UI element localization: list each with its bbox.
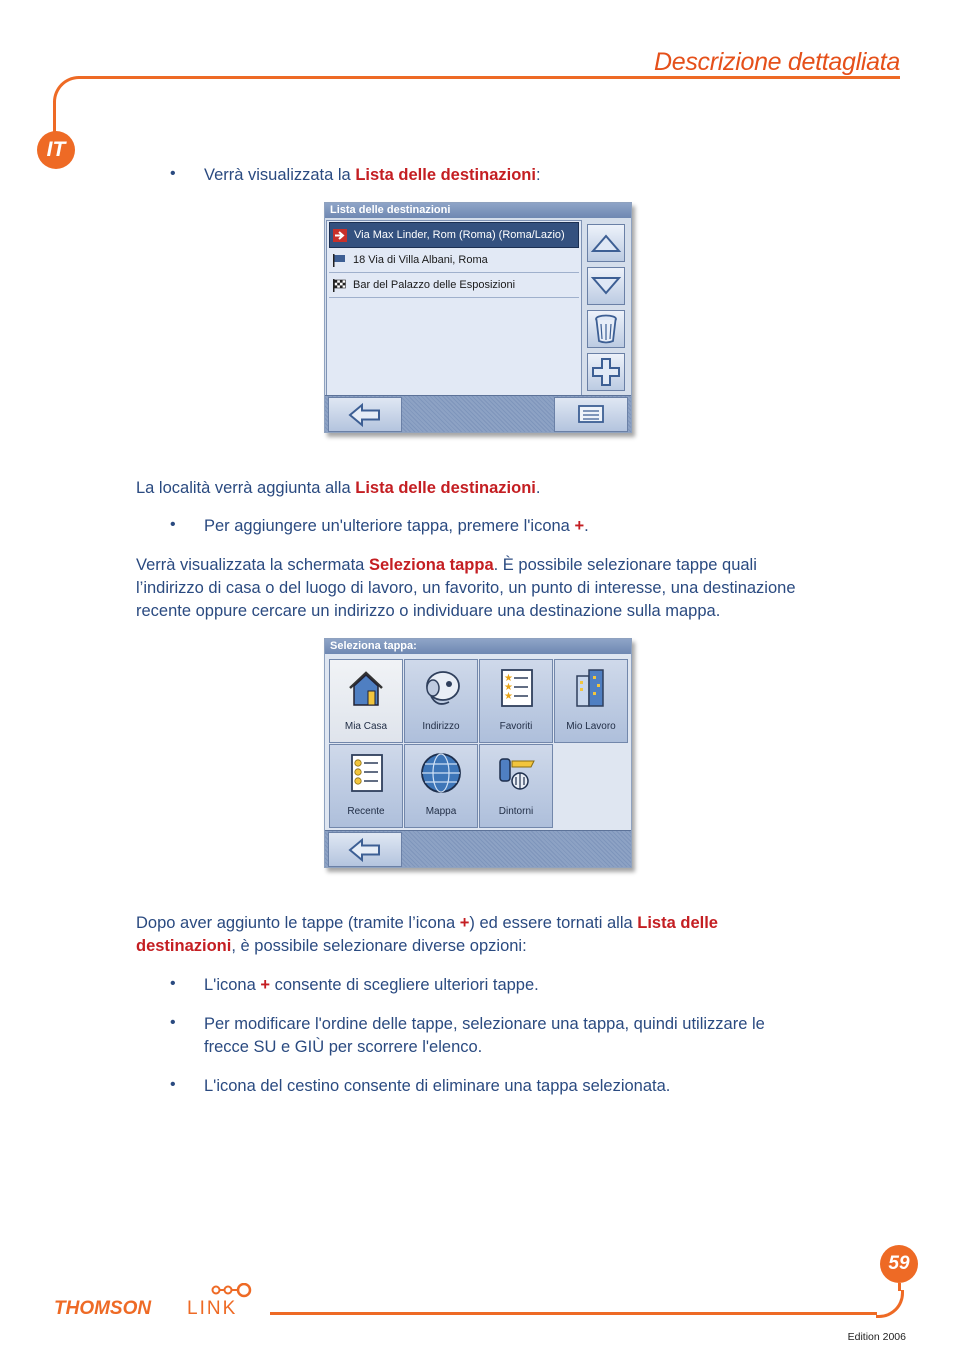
text: . È possibile selezionare tappe quali l’indirizzo di casa o del luogo di lavoro, un favorito, un punto di interesse, una destinazione recente oppure cercare un indirizzo o individuare una destinazione sulla mappa. bbox=[136, 556, 796, 620]
checkered-flag-icon bbox=[332, 279, 346, 292]
logo-text-link: LINK bbox=[187, 1298, 238, 1319]
select-stop-screen bbox=[324, 638, 632, 868]
back-button[interactable] bbox=[328, 397, 402, 432]
map-globe-icon bbox=[419, 751, 463, 795]
bullet-reorder: Per modificare l'ordine delle tappe, selezionare una tappa, quindi utilizzare le frecce SU e GIÙ per scorrere l'elenco. bbox=[204, 1015, 765, 1056]
recent-icon bbox=[344, 751, 388, 795]
header-rule bbox=[78, 76, 900, 79]
tile-home[interactable] bbox=[329, 659, 403, 743]
highlight: + bbox=[574, 517, 585, 535]
text: : bbox=[535, 166, 541, 184]
svg-text:★: ★ bbox=[504, 691, 513, 702]
tile-label: Mio Lavoro bbox=[566, 721, 616, 732]
tile-label: Mia Casa bbox=[344, 721, 388, 732]
back-arrow-icon bbox=[347, 402, 383, 428]
destination-list-screen bbox=[324, 202, 632, 433]
tile-nearby[interactable] bbox=[479, 744, 553, 828]
bullet-plus-icon bbox=[204, 974, 539, 997]
highlight: Lista delle destinazioni bbox=[355, 166, 536, 184]
screen-bottom-bar bbox=[325, 830, 631, 867]
header-title: Descrizione dettagliata bbox=[653, 48, 900, 76]
page-number: 59 bbox=[880, 1245, 918, 1283]
highlight: Lista delle destinazioni bbox=[136, 914, 718, 955]
footer-corner bbox=[876, 1290, 904, 1318]
language-badge: IT bbox=[37, 131, 75, 169]
tile-label: Recente bbox=[347, 806, 385, 817]
text: Dopo aver aggiunto le tappe (tramite l’icona bbox=[136, 914, 460, 932]
destination-label: 18 Via di Villa Albani, Roma bbox=[353, 254, 488, 266]
menu-button[interactable] bbox=[554, 397, 628, 432]
bullet-dot: • bbox=[170, 165, 176, 182]
nearby-icon bbox=[494, 751, 538, 795]
add-stop-button[interactable] bbox=[587, 353, 625, 391]
tile-address[interactable] bbox=[404, 659, 478, 743]
bullet-add-stop bbox=[204, 515, 589, 538]
address-icon bbox=[419, 666, 463, 710]
bullet-destination-list bbox=[204, 164, 541, 187]
logo-text-thomson: THOMSON bbox=[54, 1298, 152, 1319]
paragraph-select-stop bbox=[136, 554, 816, 623]
text: ) ed essere tornati alla bbox=[469, 914, 638, 932]
text: . bbox=[584, 517, 589, 535]
destination-row[interactable] bbox=[329, 273, 579, 298]
text: Verrà visualizzata la bbox=[204, 166, 356, 184]
text: L'icona bbox=[204, 976, 261, 994]
bullet-trash: L'icona del cestino consente di eliminare una tappa selezionata. bbox=[204, 1077, 671, 1095]
text: La località verrà aggiunta alla bbox=[136, 479, 356, 497]
scroll-down-button[interactable] bbox=[587, 267, 625, 305]
highlight: + bbox=[260, 976, 270, 994]
destination-row[interactable] bbox=[329, 248, 579, 273]
highlight: Seleziona tappa bbox=[368, 556, 494, 574]
tile-work[interactable] bbox=[554, 659, 628, 743]
logo-dot bbox=[213, 1287, 220, 1294]
logo-dot bbox=[238, 1284, 250, 1296]
paragraph-added bbox=[136, 477, 540, 500]
down-arrow-icon bbox=[590, 275, 622, 297]
tile-recent[interactable] bbox=[329, 744, 403, 828]
tile-label: Mappa bbox=[425, 806, 457, 817]
text: . bbox=[535, 479, 541, 497]
footer-rule bbox=[270, 1312, 877, 1315]
logo-graphic bbox=[54, 1283, 268, 1319]
arrow-flag-icon bbox=[333, 229, 347, 242]
svg-text:★: ★ bbox=[504, 682, 513, 693]
flag-icon bbox=[332, 254, 346, 267]
bullet-dot: • bbox=[170, 975, 176, 992]
destination-label: Via Max Linder, Rom (Roma) (Roma/Lazio) bbox=[354, 229, 565, 241]
delete-button[interactable] bbox=[587, 310, 625, 348]
text: Per aggiungere un'ulteriore tappa, premere l'icona bbox=[204, 517, 575, 535]
bullet-dot: • bbox=[170, 1076, 176, 1093]
screen-bottom-bar bbox=[325, 395, 631, 432]
home-icon bbox=[344, 666, 388, 710]
destination-list bbox=[326, 220, 582, 396]
destination-label: Bar del Palazzo delle Esposizioni bbox=[353, 279, 516, 291]
tile-favorites[interactable] bbox=[479, 659, 553, 743]
tile-label: Dintorni bbox=[498, 806, 534, 817]
text: Verrà visualizzata la schermata bbox=[136, 556, 369, 574]
highlight: Lista delle destinazioni bbox=[355, 479, 536, 497]
paragraph-options bbox=[136, 912, 816, 958]
favorites-icon bbox=[494, 666, 538, 710]
edition-label: Edition 2006 bbox=[847, 1331, 906, 1343]
tile-label: Favoriti bbox=[499, 721, 533, 732]
menu-icon bbox=[577, 404, 605, 426]
up-arrow-icon bbox=[590, 232, 622, 254]
text: , è possibile selezionare diverse opzioni: bbox=[231, 937, 527, 955]
bullet-dot: • bbox=[170, 1014, 176, 1031]
logo-dot bbox=[225, 1287, 232, 1294]
back-button[interactable] bbox=[328, 832, 402, 867]
plus-icon bbox=[590, 356, 622, 388]
trash-icon bbox=[594, 314, 618, 344]
header-corner bbox=[53, 76, 82, 105]
tile-label: Indirizzo bbox=[422, 721, 460, 732]
destination-row[interactable] bbox=[329, 222, 579, 248]
highlight: + bbox=[459, 914, 470, 932]
text: consente di scegliere ulteriori tappe. bbox=[270, 976, 539, 994]
work-icon bbox=[569, 666, 613, 710]
left-rule bbox=[53, 101, 56, 133]
svg-text:★: ★ bbox=[504, 673, 513, 684]
screen-title: Lista delle destinazioni bbox=[325, 203, 631, 218]
back-arrow-icon bbox=[347, 837, 383, 863]
thomson-link-logo bbox=[54, 1283, 268, 1324]
bullet-dot: • bbox=[170, 516, 176, 533]
tile-map[interactable] bbox=[404, 744, 478, 828]
scroll-up-button[interactable] bbox=[587, 224, 625, 262]
screen-title: Seleziona tappa: bbox=[325, 639, 631, 654]
